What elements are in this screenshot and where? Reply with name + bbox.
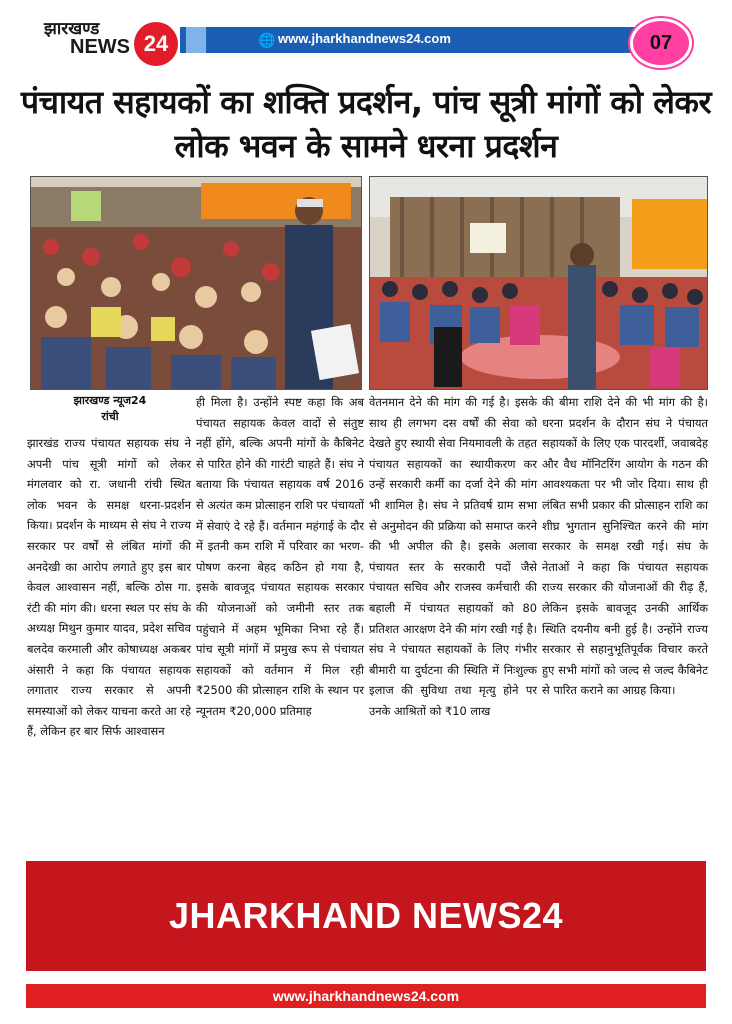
logo-hindi-text: झारखण्ड bbox=[44, 19, 100, 39]
article-column-1: झारखंड राज्य पंचायत सहायक संघ ने अपनी पांच सूत्री मांगों को लेकर मंगलवार को रा. जधानी रांची स्थित लोक भवन के समक्ष धरना-प्रदर्शन किया। प्रदर्शन के माध्यम से संघ ने राज्य सरकार पर वर्षों से लंबित मांगों की अनदेखी का आरोप लगाते हुए इस बार केवल आश्वासन नहीं, बल्कि ठोस गा. रंटी की मांग की। धरना स्थल पर संघ के अध्यक्ष मिथुन कुमार यादव, प्रदेश सचिव बलदेव करमाली और कोषाध्यक्ष अकबर अंसारी ने कहा कि पंचायत सहायक लगातार राज्य सरकार से अपनी समस्याओं को लेकर याचना करते आ रहे हैं, लेकिन हर बार सिर्फ आश्वासन bbox=[27, 436, 191, 739]
logo-number-badge: 24 bbox=[134, 22, 178, 66]
protest-crowd-speaker-photo bbox=[30, 176, 362, 390]
brand-banner-text: JHARKHAND NEWS24 bbox=[168, 895, 564, 936]
masthead-bar-accent bbox=[186, 27, 206, 53]
article-column-4: की बीमा राशि देने की भी मांग की है। धरना प्रदर्शन के दौरान संघ ने पंचायत सहायकों के लिए एक पारदर्शी, जवाबदेह और वैध मॉनिटरिंग आयोग के गठन की आवश्यकता पर भी जोर दिया। साथ ही लंबित सभी प्रकार की प्रोत्साहन राशि का शीघ्र भुगतान सुनिश्चित करने की मांग सरकार के समक्ष रखी गई। संघ के नेताओं ने कहा कि पंचायत सहायक राज्य सरकार की योजनाओं की रीढ़ हैं, लेकिन इसके बावजूद उनकी आर्थिक स्थिति दयनीय बनी हुई है। उन्होंने राज्य सरकार से सहानुभूतिपूर्वक विचार करते हुए सभी मांगों को जल्द से जल्द कैबिनेट से पारित कराने का आग्रह किया। bbox=[542, 395, 708, 698]
footer-website-link[interactable]: www.jharkhandnews24.com bbox=[272, 988, 460, 1004]
byline-source: झारखण्ड न्यूज24 bbox=[73, 394, 147, 407]
protest-crowd-seated-photo bbox=[369, 176, 708, 390]
globe-icon: 🌐 bbox=[258, 33, 276, 49]
article-column-3: वेतनमान देने की मांग की गई है। इसके साथ ही लगभग दस वर्षों की सेवा को देखते हुए स्थायी सेवा नियमावली के तहत पंचायत सहायकों का स्थायीकरण कर उन्हें सरकारी कर्मी का दर्जा देने की मांग भी शामिल है। संघ ने प्रतिवर्ष ग्राम सभा से अनुमोदन की प्रक्रिया को समाप्त करने की भी अपील की है। इसके अलावा पंचायत स्तर के सरकारी पदों जैसे पंचायत सचिव और राजस्व कर्मचारी की बहाली में पंचायत सहायकों को 80 प्रतिशत आरक्षण देने की मांग रखी गई है। संघ ने पंचायत सहायकों के लिए गंभीर बीमारी या दुर्घटना की स्थिति में निःशुल्क इलाज की सुविधा तथा मृत्यु होने पर उनके आश्रितों को ₹10 लाख bbox=[369, 395, 537, 718]
masthead-website-link[interactable]: www.jharkhandnews24.com bbox=[278, 31, 451, 46]
footer-bar bbox=[26, 984, 706, 1008]
brand-banner bbox=[26, 861, 706, 971]
article-column-2: ही मिला है। उन्होंने स्पष्ट कहा कि अब पंचायत सहायक केवल वादों से संतुष्ट नहीं होंगे, बल्कि अपनी मांगों के कैबिनेट से पारित होने की गारंटी चाहते हैं। संघ ने बताया कि पंचायत सहायक वर्ष 2016 से अत्यंत कम प्रोत्साहन राशि पर पंचायतों में सेवाएं दे रहे हैं। वर्तमान महंगाई के दौर में इतनी कम राशि में परिवार का भरण-पोषण करना बेहद कठिन हो गया है, इसके बावजूद पंचायत सहायक सरकार की योजनाओं को जमीनी स्तर तक पहुंचाने में अहम भूमिका निभा रहे हैं। पांच सूत्री मांगों में प्रमुख रूप से पंचायत सहायकों को वर्तमान में मिल रही ₹2500 की प्रोत्साहन राशि के स्थान पर न्यूनतम ₹20,000 प्रतिमाह bbox=[196, 395, 364, 718]
page-number-badge: 07 bbox=[630, 18, 692, 68]
logo-news-text: NEWS bbox=[70, 36, 130, 58]
article-headline: पंचायत सहायकों का शक्ति प्रदर्शन, पांच सूत्री मांगों को लेकर लोक भवन के सामने धरना प्रदर्शन bbox=[20, 83, 712, 165]
masthead bbox=[0, 0, 732, 80]
site-logo[interactable] bbox=[36, 16, 186, 68]
article-byline bbox=[30, 393, 190, 425]
byline-place: रांची bbox=[101, 410, 119, 423]
